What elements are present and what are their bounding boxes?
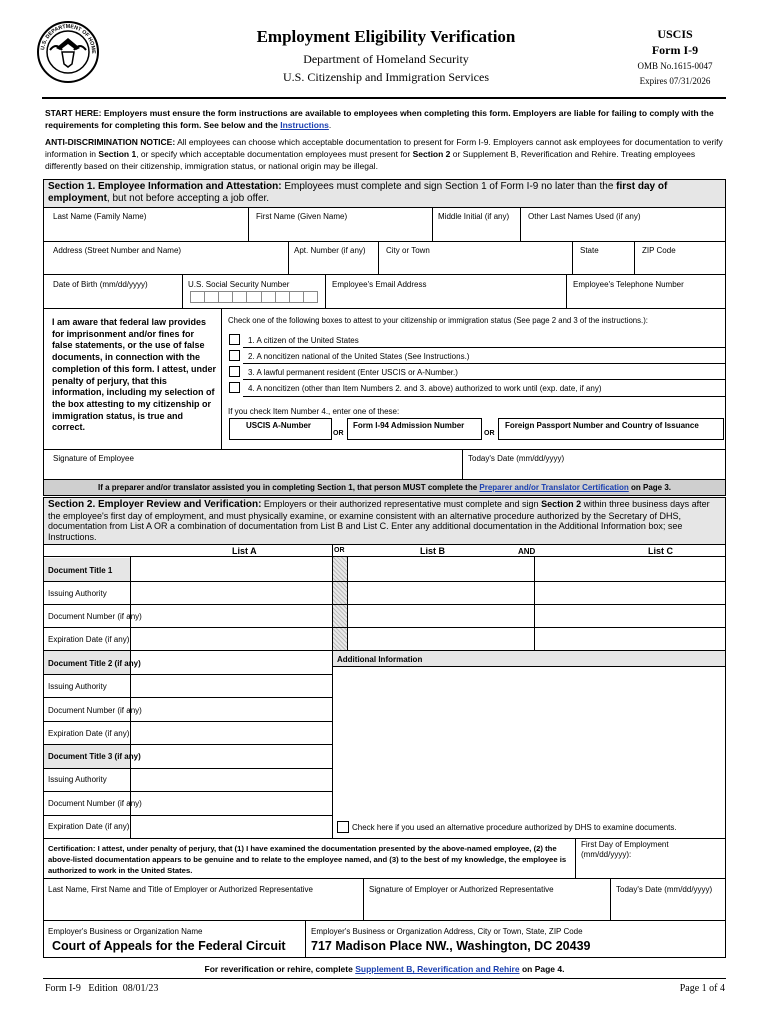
- reverify-tail: on Page 4.: [521, 964, 565, 974]
- form-edition: Form I-9 Edition 08/01/23: [45, 983, 159, 994]
- anti-discrimination-notice: [45, 136, 725, 172]
- apt-number-field[interactable]: Apt. Number (if any): [294, 246, 366, 255]
- anti-text-3: or Supplement B, Reverification and Rehire. Treating employees differently based on their citizenship, immigration status, or national origin may be illegal.: [45, 149, 696, 171]
- doc-number-1-label: Document Number (if any): [48, 612, 142, 621]
- alternative-procedure-label: Check here if you used an alternative procedure authorized by DHS to examine documents.: [352, 823, 677, 832]
- section1-heading-text: Employees must complete and sign Section 1 of Form I-9 no later than the: [284, 181, 614, 192]
- email-field[interactable]: Employee's Email Address: [332, 280, 427, 289]
- business-address-value[interactable]: 717 Madison Place NW., Washington, DC 20439: [311, 939, 591, 953]
- list-c-doc-title-input[interactable]: [535, 558, 725, 581]
- passport-label: Foreign Passport Number and Country of Issuance: [505, 421, 699, 430]
- section2-ref-bold: Section 2: [541, 499, 582, 509]
- start-here-label: START HERE:: [45, 108, 102, 118]
- employer-signature-field[interactable]: Signature of Employer or Authorized Representative: [369, 885, 554, 894]
- section2-title: Section 2. Employer Review and Verification:: [48, 499, 262, 510]
- option-noncitizen-national: 2. A noncitizen national of the United States (See Instructions.): [248, 352, 470, 361]
- i94-label: Form I-94 Admission Number: [353, 421, 465, 430]
- preparer-tail: on Page 3.: [631, 483, 672, 492]
- issuing-authority-3-label: Issuing Authority: [48, 775, 107, 784]
- or-separator-2: OR: [484, 430, 495, 437]
- additional-info-field[interactable]: [334, 667, 724, 817]
- anti-discrimination-label: ANTI-DISCRIMINATION NOTICE:: [45, 137, 176, 147]
- instructions-link[interactable]: Instructions: [280, 120, 329, 130]
- section2-heading-text: Employers or their authorized representative must complete and sign: [263, 499, 539, 509]
- business-name-label: Employer's Business or Organization Name: [48, 927, 203, 936]
- noncitizen-authorized-checkbox[interactable]: [229, 382, 240, 393]
- list-b-doc-title-input[interactable]: [348, 558, 533, 581]
- state-field[interactable]: State: [580, 246, 599, 255]
- list-b-header: List B: [420, 546, 446, 556]
- citizen-checkbox[interactable]: [229, 334, 240, 345]
- uscis-label: USCIS: [657, 27, 693, 41]
- doc-number-3-label: Document Number (if any): [48, 799, 142, 808]
- issuing-authority-2-label: Issuing Authority: [48, 682, 107, 691]
- header-divider: [42, 97, 726, 99]
- omb-number: OMB No.1615-0047: [637, 61, 713, 71]
- doc-title-2-label: Document Title 2 (if any): [48, 659, 141, 668]
- certification-text: I attest, under penalty of perjury, that (1) I have examined the documentation presented by the above-named employee, (2) the above-listed documentation appears to be genuine and to relate to the employee named, and (3) to the best of my knowledge, the employee is authorized to work in the United States.: [48, 844, 567, 875]
- reverification-notice: [43, 964, 726, 974]
- list-a-doc-title-1-input[interactable]: [131, 558, 331, 581]
- city-field[interactable]: City or Town: [386, 246, 430, 255]
- a-number-label: USCIS A-Number: [246, 421, 312, 430]
- zip-field[interactable]: ZIP Code: [642, 246, 676, 255]
- section2-heading-tail: within three business days after the employee's first day of employment, and must physically examine, or examine consistent with an alternative procedure authorized by the Secretary of DHS, documentation from List A OR a combination of documentation from List B and List C. Enter any additional documentation in the Additional Information box; see Instructions.: [48, 499, 710, 542]
- noncitizen-national-checkbox[interactable]: [229, 350, 240, 361]
- dept-name: Department of Homeland Security: [303, 52, 469, 66]
- section2-ref: Section 2: [412, 149, 451, 159]
- phone-field[interactable]: Employee's Telephone Number: [573, 280, 684, 289]
- business-name-value[interactable]: Court of Appeals for the Federal Circuit: [52, 939, 286, 953]
- anti-text-2: , or specify which acceptable documentation employees must present for: [136, 149, 411, 159]
- additional-info-label: Additional Information: [337, 655, 423, 664]
- section1-heading-tail: , but not before accepting a job offer.: [106, 193, 270, 204]
- section1-heading: [48, 181, 720, 205]
- start-here-text: Employers must ensure the form instructions are available to employees when completing this form. Employers are liable for failing to comply with the requirements for completing this form. See below and the: [45, 108, 714, 130]
- start-here-notice: START HERE: Employers must ensure the form instructions are available to employees when completing this form. Employers are liable for failing to comply with the requirements for completing this form. See below and the Instructions.: [45, 108, 714, 130]
- ssn-label: U.S. Social Security Number: [188, 280, 290, 289]
- expiration-1-label: Expiration Date (if any): [48, 635, 130, 644]
- other-last-names-field[interactable]: Other Last Names Used (if any): [528, 212, 641, 221]
- option-permanent-resident: 3. A lawful permanent resident (Enter USCIS or A-Number.): [248, 368, 458, 377]
- and-lists: AND: [518, 547, 536, 556]
- employer-name-field[interactable]: Last Name, First Name and Title of Employer or Authorized Representative: [48, 885, 314, 894]
- section1-first-day: first day of employment: [48, 181, 668, 204]
- attestation-statement: I am aware that federal law provides for imprisonment and/or fines for false statements, or the use of false documents, in connection with the completion of this form. I attest, under penalty of perjury, that this information, including my selection of the box attesting to my citizenship or immigration status, is true and correct.: [52, 317, 217, 433]
- section1-title: Section 1. Employee Information and Attestation:: [48, 181, 282, 192]
- employee-date-field[interactable]: Today's Date (mm/dd/yyyy): [468, 454, 565, 463]
- business-address-label: Employer's Business or Organization Address, City or Town, State, ZIP Code: [311, 927, 583, 936]
- ssn-input[interactable]: [190, 291, 318, 303]
- list-c-header: List C: [648, 546, 674, 556]
- citizenship-instruction: Check one of the following boxes to attest to your citizenship or immigration status (See page 2 and 3 of the instructions.):: [228, 316, 648, 325]
- option-citizen: 1. A citizen of the United States: [248, 336, 359, 345]
- preparer-certification-link[interactable]: Preparer and/or Translator Certification: [479, 483, 629, 492]
- form-number: Form I-9: [651, 43, 699, 57]
- preparer-notice: [43, 483, 726, 492]
- option-noncitizen-authorized: 4. A noncitizen (other than Item Numbers 2. and 3. above) authorized to work until (exp. date, if any): [248, 384, 602, 393]
- certification-statement: [48, 843, 570, 876]
- section1-ref: Section 1: [98, 149, 137, 159]
- page-number: Page 1 of 4: [679, 983, 725, 994]
- preparer-text: If a preparer and/or translator assisted you in completing Section 1, that person MUST complete the: [97, 483, 478, 492]
- expiration-2-label: Expiration Date (if any): [48, 729, 130, 738]
- list-headers-row: [43, 545, 726, 557]
- dob-field[interactable]: Date of Birth (mm/dd/yyyy): [53, 280, 148, 289]
- employee-signature-row: [43, 450, 726, 480]
- seal-lettering: U.S. DEPARTMENT OF HOME: [40, 23, 97, 54]
- alternative-procedure-checkbox[interactable]: [337, 821, 349, 833]
- issuing-authority-1-label: Issuing Authority: [48, 589, 107, 598]
- dhs-seal: [36, 20, 100, 84]
- item4-instruction: If you check Item Number 4., enter one of these:: [228, 407, 400, 416]
- first-name-field[interactable]: First Name (Given Name): [256, 212, 348, 221]
- agency-name: U.S. Citizenship and Immigration Services: [283, 70, 489, 84]
- section2-heading: [48, 499, 724, 542]
- list-a-header: List A: [232, 546, 257, 556]
- or-separator-1: OR: [333, 430, 344, 437]
- doc-title-1-label: Document Title 1: [48, 566, 113, 575]
- anti-text-1: All employees can choose which acceptable documentation to present for Form I-9. Employers cannot ask employees for documentation to verify information in: [45, 137, 723, 159]
- or-lists: OR: [334, 547, 345, 554]
- supplement-b-link[interactable]: Supplement B, Reverification and Rehire: [355, 964, 520, 974]
- permanent-resident-checkbox[interactable]: [229, 366, 240, 377]
- certification-label: Certification:: [48, 844, 96, 853]
- middle-initial-field[interactable]: Middle Initial (if any): [438, 212, 510, 221]
- first-day-employment-field[interactable]: First Day of Employment (mm/dd/yyyy):: [581, 840, 669, 859]
- form-title: Employment Eligibility Verification: [256, 27, 516, 46]
- expiration-date: Expires 07/31/2026: [639, 76, 711, 86]
- expiration-3-label: Expiration Date (if any): [48, 822, 130, 831]
- employer-date-field[interactable]: Today's Date (mm/dd/yyyy): [616, 885, 713, 894]
- address-field[interactable]: Address (Street Number and Name): [53, 246, 182, 255]
- doc-number-2-label: Document Number (if any): [48, 706, 142, 715]
- employee-signature-field[interactable]: Signature of Employee: [53, 454, 134, 463]
- last-name-field[interactable]: Last Name (Family Name): [53, 212, 147, 221]
- reverify-text: For reverification or rehire, complete: [204, 964, 353, 974]
- doc-title-3-label: Document Title 3 (if any): [48, 752, 141, 761]
